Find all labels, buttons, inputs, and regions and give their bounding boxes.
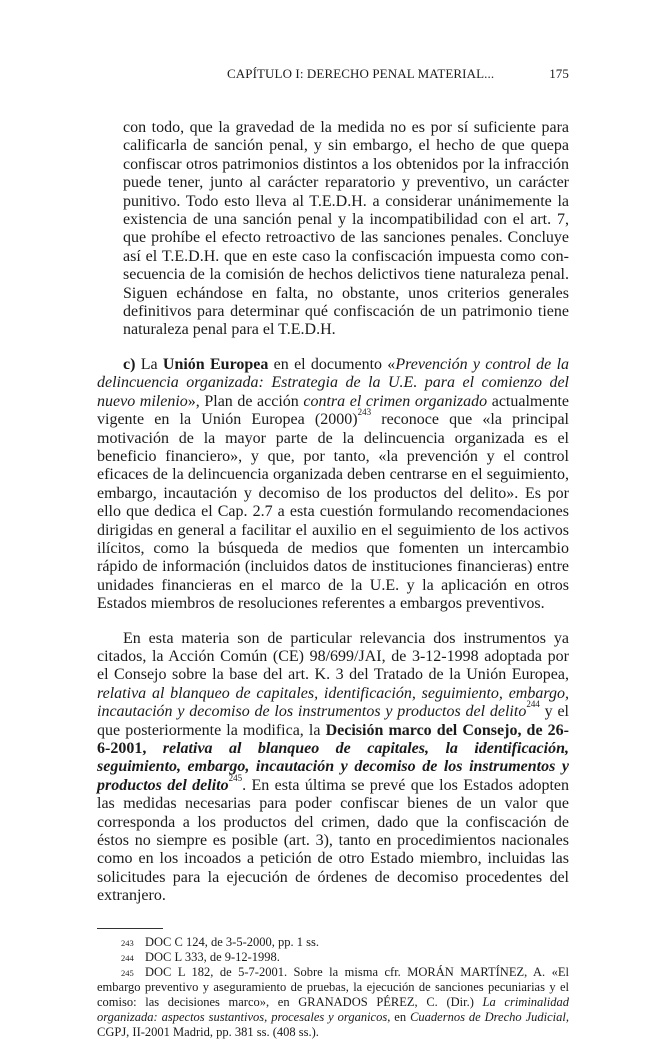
footnote [97, 935, 569, 950]
paragraph-union-europea [97, 356, 569, 614]
footnote-number: 243 [121, 937, 134, 948]
text-run: CGPJ, II-2001 Madrid, pp. 381 ss. (408 ss.). [97, 1024, 319, 1039]
footnote-reference: 243 [357, 407, 372, 418]
chapter-title: CAPÍTULO I: DERECHO PENAL MATERIAL... [227, 66, 495, 81]
text-run: Cuadernos de Drecho Judicial, [410, 1009, 569, 1024]
text-run: DOC C 124, de 3-5-2000, pp. 1 ss. [145, 934, 319, 949]
text-run: DOC L 182, de 5-7-2001. Sobre la misma cfr. MORÁN MARTÍNEZ, A. «El embargo preventivo y aseguramiento de pruebas, la ejecución de sanciones pecuniarias y el comiso: las decisiones marco», en GRANADOS PÉREZ, C. (Dir.) [97, 964, 569, 1009]
page-column [97, 0, 569, 1060]
footnote-number: 245 [121, 967, 134, 978]
text-run: relativa al blanqueo de capitales, la identificación, seguimiento, embargo, incautación y decomiso de los instrumentos y productos del delito [97, 740, 569, 794]
text-run: », Plan de acción [187, 392, 304, 410]
footnotes [97, 935, 569, 1040]
footnote [97, 950, 569, 965]
footnote-divider [97, 928, 163, 929]
text-run: DOC L 333, de 9-12-1998. [145, 949, 280, 964]
text-run: contra el crimen organizado [303, 392, 488, 410]
text-run: En esta materia son de particular relevancia dos instrumentos ya citados, la Acción Común (CE) 98/699/JAI, de 3-12-1998 adoptada por el Consejo sobre la base del art. K. 3 del Tratado de la Unión Europea, [97, 629, 569, 684]
footnote-reference: 245 [228, 772, 243, 783]
text-run: La criminalidad organizada: aspectos sustantivos, procesales y organicos [97, 994, 569, 1024]
text-run: Unión Europea [162, 355, 269, 373]
text-run: con todo, que la gravedad de la medida no es por sí suficiente para calificarla de sanción penal, y sin embargo, el hecho de que quepa confiscar otros patrimonios distintos a los obtenidos por la infracción puede tener, junto al carácter reparatorio y preventivo, un carácter punitivo. Todo esto lleva al T.E.D.H. a considerar unánimemente la existencia de una sanción penal y la incompatibilidad con el art. 7, que prohíbe el efecto retroactivo de las sanciones penales. Concluye así el T.E.D.H. que en este caso la confiscación impuesta como consecuencia de la comisión de hechos delictivos tiene naturaleza penal. Siguen echándose en falta, no obstante, unos criterios generales definitivos para determinar qué confiscación de un patrimonio tiene naturaleza penal para el T.E.D.H. [123, 119, 569, 339]
page-number: 175 [549, 66, 569, 81]
running-header [97, 66, 569, 86]
text-run: Decisión marco del Consejo, de 26-6-2001, [97, 721, 569, 757]
text-run: c) [123, 355, 136, 373]
footnote [97, 965, 569, 1040]
text-run: La [135, 355, 163, 373]
text-run: , en [387, 1009, 411, 1024]
footnote-number: 244 [121, 952, 134, 963]
paragraph-tedh-conclusion [123, 119, 569, 340]
text-run: actualmente vigente en la Unión Europea (2000) [97, 392, 570, 429]
text-run: reconoce que «la principal motivación de la mayor parte de la delincuencia organizada es el beneficio financiero», y que, por tanto, «la prevención y el control eficaces de la delincuencia organizada deben centrarse en el seguimiento, embargo, incautación y decomiso de los productos del delito». Es por ello que dedica el Cap. 2.7 a esta cuestión formulando recomendaciones dirigidas en general a facilitar el auxilio en el seguimiento de los activos ilícitos, como la búsqueda de medios que fomenten un intercambio rápido de información (incluidos datos de instituciones financieras) entre unidades financieras en el marco de la U.E. y la aplicación en otros Estados miembros de resoluciones referentes a embargos preventivos. [97, 411, 569, 613]
text-run: relativa al blanqueo de capitales, identificación, seguimiento, embargo, incautación y decomiso de los instrumentos y productos del delito [97, 684, 569, 721]
text-run: y el que posteriormente la modifica, la [97, 703, 569, 739]
text-run: en el documento « [268, 355, 396, 373]
footnote-reference: 244 [526, 699, 540, 710]
text-run: Prevención y control de la delincuencia organizada: Estrategia de la U.E. para el comienzo del nuevo milenio [97, 355, 570, 410]
paragraph-decision-marco [97, 630, 569, 906]
text-run: . En esta última se prevé que los Estados adopten las medidas necesarias para poder confiscar bienes de un valor que corresponda a los productos del crimen, dado que la confiscación de éstos no siempre es posible (art. 3), tanto en procedimientos nacionales como en los incoados a petición de otro Estado miembro, incluidas las solicitudes para la ejecución de órdenes de decomiso procedentes del extranjero. [97, 776, 569, 905]
